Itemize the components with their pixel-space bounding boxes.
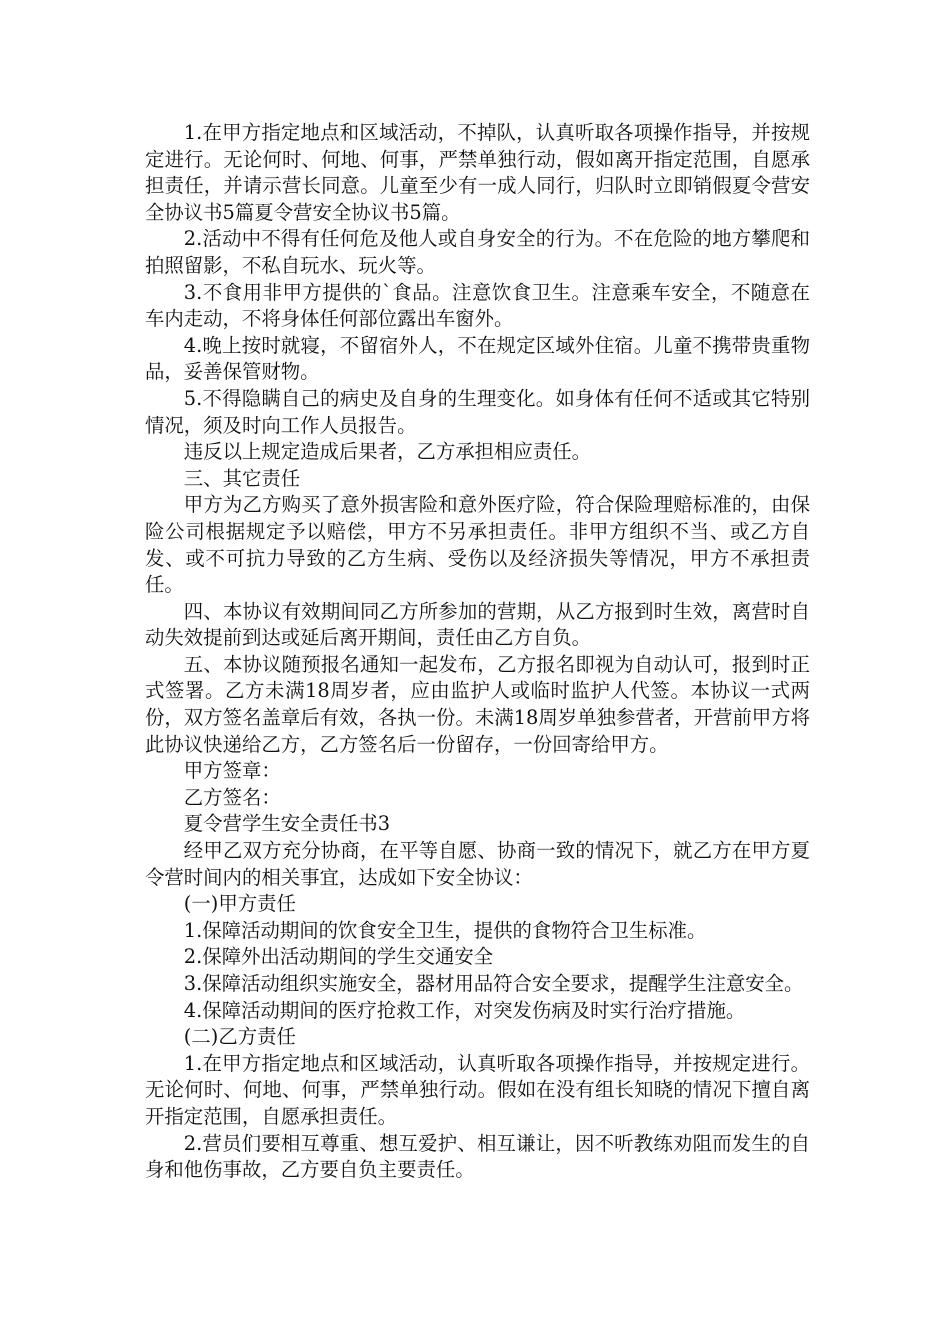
paragraph: 1.在甲方指定地点和区域活动，不掉队，认真听取各项操作指导，并按规定进行。无论何时、何地、何事，严禁单独行动，假如离开指定范围，自愿承担责任，并请示营长同意。儿童至少有一成人同行，归队时立即销假夏令营安全协议书5篇夏令营安全协议书5篇。 — [145, 121, 810, 224]
paragraph: 1.在甲方指定地点和区域活动，认真听取各项操作指导，并按规定进行。无论何时、何地、何事，严禁单独行动。假如在没有组长知晓的情况下擅自离开指定范围，自愿承担责任。 — [145, 1051, 810, 1128]
paragraph: 5.不得隐瞒自己的病史及自身的生理变化。如身体有任何不适或其它特别情况，须及时向工作人员报告。 — [145, 386, 810, 437]
section-heading: 三、其它责任 — [183, 466, 301, 490]
section-heading: (二)乙方责任 — [183, 1025, 296, 1049]
document-page — [145, 120, 810, 1184]
paragraph: 四、本协议有效期间同乙方所参加的营期，从乙方报到时生效，离营时自动失效提前到达或延后离开期间，责任由乙方自负。 — [145, 599, 810, 650]
paragraph: 经甲乙双方充分协商，在平等自愿、协商一致的情况下，就乙方在甲方夏令营时间内的相关事宜，达成如下安全协议： — [145, 839, 810, 889]
paragraph: 4.晚上按时就寝，不留宿外人，不在规定区域外住宿。儿童不携带贵重物品，妥善保管财物。 — [145, 333, 810, 384]
paragraph: 2.营员们要相互尊重、想互爱护、相互谦让，因不听教练劝阻而发生的自身和他伤事故，乙方要自负主要责任。 — [145, 1131, 810, 1182]
section-heading: (一)甲方责任 — [183, 892, 296, 916]
paragraph: 五、本协议随预报名通知一起发布，乙方报名即视为自动认可，报到时正式签署。乙方未满18周岁者，应由监护人或临时监护人代签。本协议一式两份，双方签名盖章后有效，各执一份。未满18周岁单独参营者，开营前甲方将此协议快递给乙方，乙方签名后一份留存，一份回寄给甲方。 — [145, 652, 810, 756]
paragraph: 2.活动中不得有任何危及他人或自身安全的行为。不在危险的地方攀爬和拍照留影，不私自玩水、玩火等。 — [145, 227, 810, 277]
paragraph: 1.保障活动期间的饮食安全卫生，提供的食物符合卫生标准。 — [183, 918, 707, 942]
signature-line-party-a: 甲方签章： — [183, 759, 281, 783]
paragraph: 3.不食用非甲方提供的`食品。注意饮食卫生。注意乘车安全，不随意在车内走动，不将身体任何部位露出车窗外。 — [145, 280, 810, 331]
paragraph: 3.保障活动组织实施安全，器材用品符合安全要求，提醒学生注意安全。 — [183, 972, 804, 995]
document-title: 夏令营学生安全责任书3 — [183, 812, 391, 836]
paragraph: 甲方为乙方购买了意外损害险和意外医疗险，符合保险理赔标准的，由保险公司根据规定予以赔偿，甲方不另承担责任。非甲方组织不当、或乙方自发、或不可抗力导致的乙方生病、受伤以及经济损失等情况，甲方不承担责任。 — [145, 493, 810, 597]
paragraph: 2.保障外出活动期间的学生交通安全 — [183, 945, 494, 969]
paragraph: 违反以上规定造成后果者，乙方承担相应责任。 — [183, 440, 591, 464]
signature-line-party-b: 乙方签名： — [183, 785, 281, 809]
paragraph: 4.保障活动期间的医疗抢救工作，对突发伤病及时实行治疗措施。 — [183, 998, 746, 1022]
